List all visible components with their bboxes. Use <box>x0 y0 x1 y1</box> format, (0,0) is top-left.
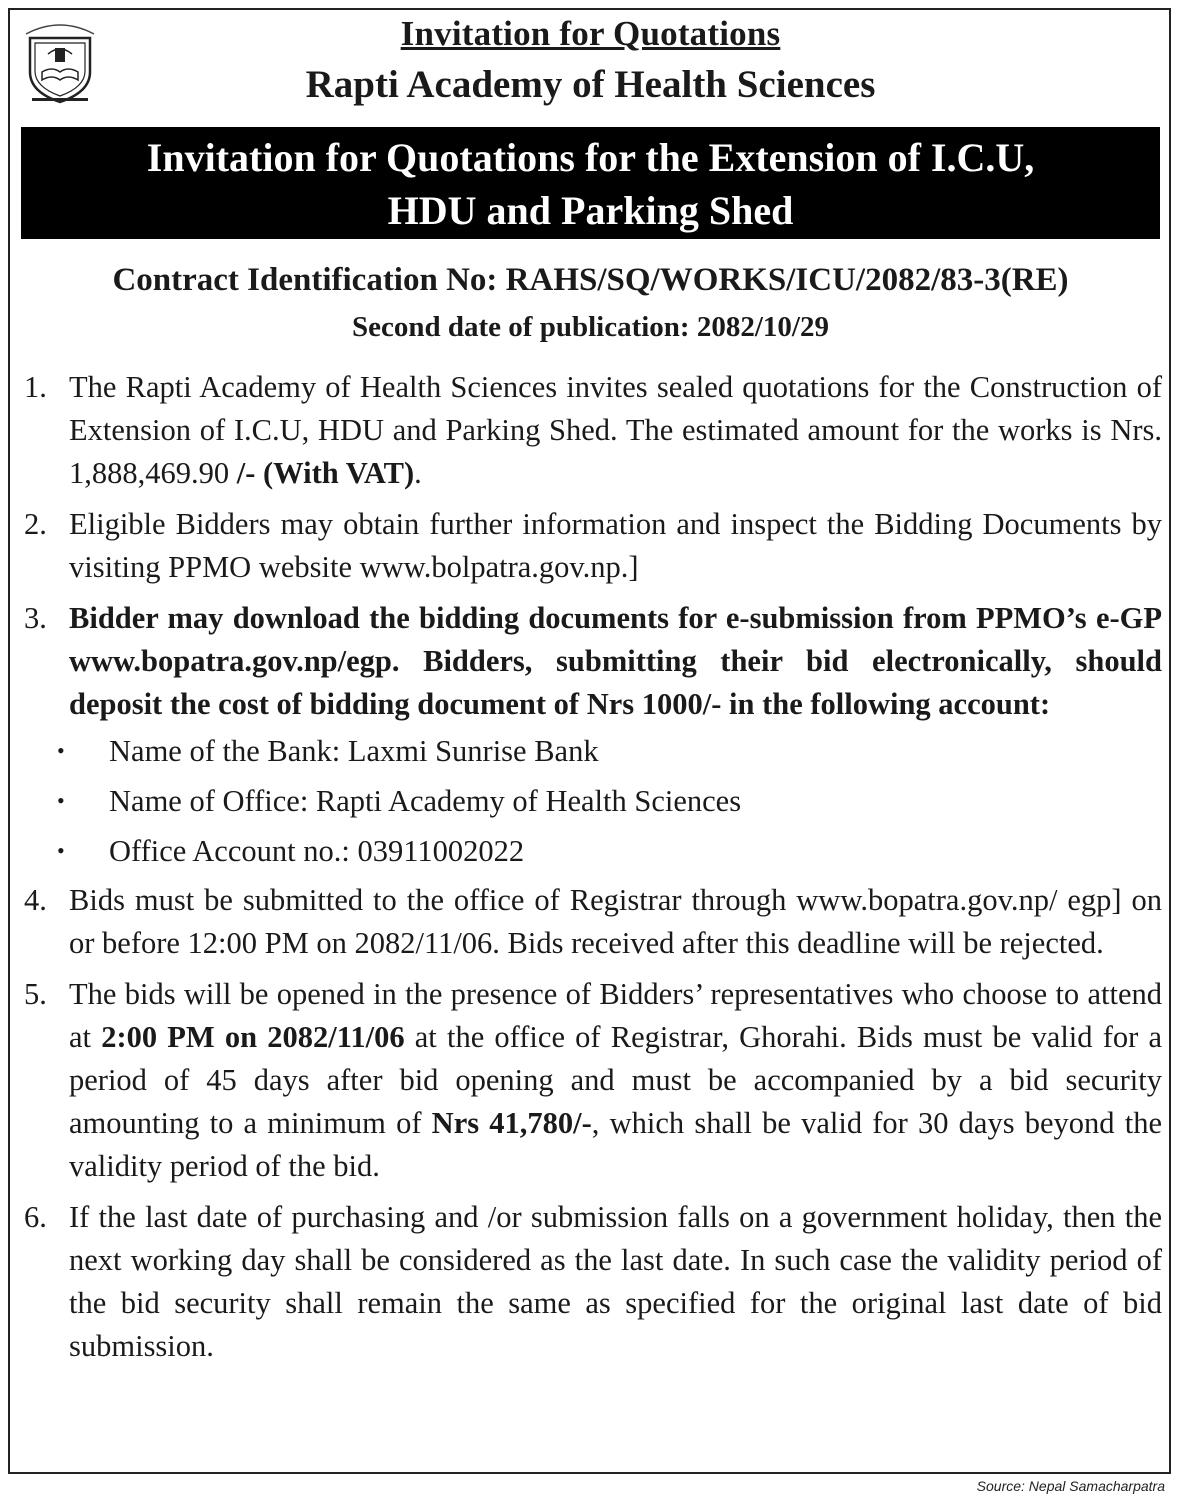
notice-body <box>24 366 1162 1376</box>
item-number: 1. <box>24 370 47 404</box>
item-text: Bidder may download the bidding documents for e-submission from PPMO’s e-GP www.bopatra.gov.np/egp. Bidders, submitting their bid electronically, should deposit the cost of bidding document of Nrs 1000/- in the following account: <box>69 601 1162 721</box>
banner-line: HDU and Parking Shed <box>387 188 794 233</box>
list-item <box>24 597 1162 726</box>
item-number: 3. <box>24 601 47 635</box>
list-item <box>24 879 1162 965</box>
publication-date-label: Second date of publication: <box>352 311 697 343</box>
publication-date-value: 2082/10/29 <box>696 311 829 343</box>
banner-line: Invitation for Quotations for the Extension of I.C.U, <box>146 135 1035 180</box>
item-number: 4. <box>24 883 47 917</box>
list-item <box>24 973 1162 1188</box>
bank-detail-item: • Name of the Bank: Laxmi Sunrise Bank <box>57 734 599 768</box>
publication-date <box>0 311 1181 344</box>
organization-name: Rapti Academy of Health Sciences <box>305 63 876 106</box>
list-item <box>24 366 1162 495</box>
item-number: 2. <box>24 507 47 541</box>
item-text: Bids must be submitted to the office of Registrar through www.bopatra.gov.np/ egp] on or before 12:00 PM on 2082/11/06. Bids received after this deadline will be rejected. <box>69 883 1162 960</box>
page-title: Invitation for Quotations <box>400 14 781 53</box>
bank-detail-item: • Office Account no.: 03911002022 <box>57 834 525 868</box>
contract-id-label: Contract Identification No: <box>112 262 506 298</box>
contract-id-number: RAHS/SQ/WORKS/ICU/2082/83-3(RE) <box>505 262 1069 298</box>
contract-identification <box>0 262 1181 299</box>
notice-banner <box>21 127 1160 239</box>
list-item <box>24 503 1162 589</box>
bank-detail-item: • Name of Office: Rapti Academy of Health Sciences <box>57 784 742 818</box>
item-number: 5. <box>24 977 47 1011</box>
item-text: The Rapti Academy of Health Sciences invites sealed quotations for the Construction of Extension of I.C.U, HDU and Parking Shed. The estimated amount for the works is Nrs. 1,888,469.90 /- (With VAT). <box>69 370 1162 490</box>
item-number: 6. <box>24 1200 47 1234</box>
source-credit: Source: Nepal Samacharpatra <box>976 1478 1165 1494</box>
item-text: Eligible Bidders may obtain further information and inspect the Bidding Documents by visiting PPMO website www.bolpatra.gov.np.] <box>69 507 1162 584</box>
bank-details-list <box>24 726 1162 876</box>
item-text: If the last date of purchasing and /or submission falls on a government holiday, then the next working day shall be considered as the last date. In such case the validity period of the bid security shall remain the same as specified for the original last date of bid submission. <box>69 1200 1162 1363</box>
item-text: The bids will be opened in the presence of Bidders’ representatives who choose to attend at 2:00 PM on 2082/11/06 at the office of Registrar, Ghorahi. Bids must be valid for a period of 45 days after bid opening and must be accompanied by a bid security amounting to a minimum of Nrs 41,780/-, which shall be valid for 30 days beyond the validity period of the bid. <box>69 977 1162 1183</box>
list-item <box>24 1196 1162 1368</box>
